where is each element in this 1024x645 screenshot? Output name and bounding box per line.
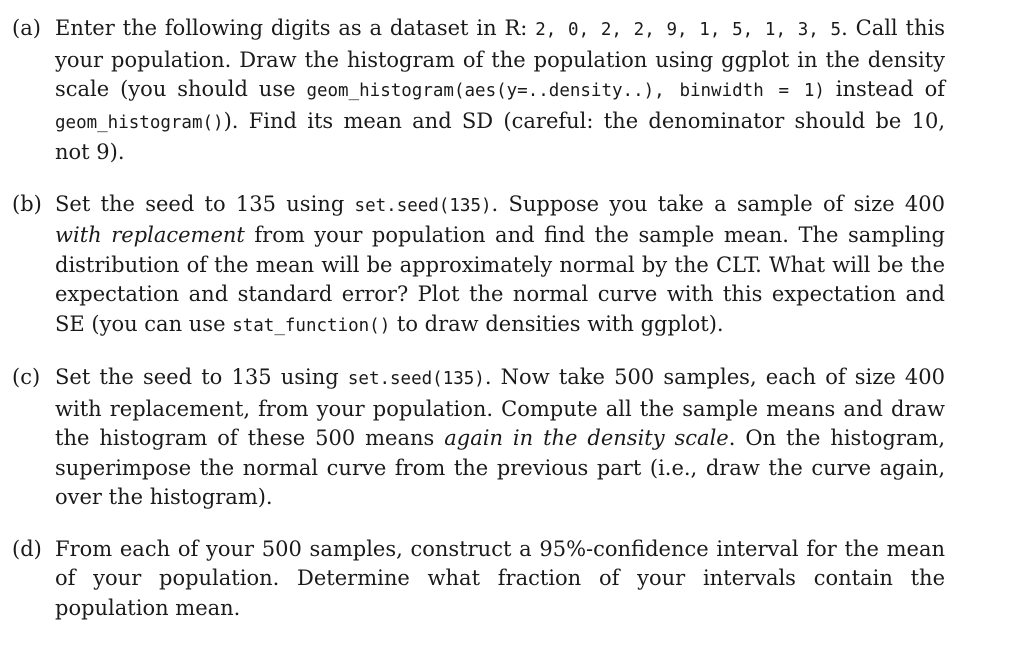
- text-segment: from your population and find the sample mean. The sampling distribution of the mean will be approximately normal by the CLT. What will be the expectation and standard error? Plot the normal curve with this expectation and SE (you can use: [55, 223, 945, 336]
- problem-a: [0, 14, 1024, 168]
- text-segment: From each of your 500 samples, construct a 95%-confidence interval for the mean of your population. Determine what fraction of your intervals contain the population mean.: [55, 536, 945, 620]
- text-segment: ). Find its mean and SD (careful: the denominator should be 10, not 9).: [55, 108, 945, 164]
- text-segment: Set the seed to 135 using: [55, 365, 348, 389]
- emphasis-segment: again in the density scale: [444, 426, 729, 450]
- problem-text: [55, 363, 945, 513]
- problem-b: [0, 190, 1024, 342]
- problem-c: [0, 363, 1024, 513]
- text-segment: . Call this your population. Draw the histogram of the population using ggplot in the density scale (you should use: [55, 16, 945, 101]
- text-segment: . On the histogram, superimpose the normal curve from the previous part (i.e., draw the curve again, over the histogram).: [55, 426, 946, 509]
- code-segment: set.seed(135): [354, 195, 492, 216]
- code-segment: geom_histogram(aes(y=..density..), binwidth = 1): [306, 81, 825, 101]
- text-segment: instead of: [824, 77, 945, 101]
- text-segment: . Suppose you take a sample of size 400: [491, 191, 946, 216]
- text-segment: Enter the following digits as a dataset in R:: [55, 16, 536, 40]
- problem-text: [55, 190, 945, 342]
- problem-d: [0, 535, 1024, 624]
- problem-label: (c): [12, 365, 41, 389]
- problem-list: [0, 14, 1024, 645]
- code-segment: geom_histogram(): [55, 112, 224, 133]
- problem-label: (b): [12, 191, 42, 216]
- problem-label: (d): [12, 536, 42, 561]
- emphasis-segment: with replacement: [55, 223, 245, 247]
- code-segment: stat_function(): [232, 315, 391, 336]
- code-segment: 2, 0, 2, 2, 9, 1, 5, 1, 3, 5: [535, 20, 842, 40]
- problem-label: (a): [12, 16, 41, 40]
- code-segment: set.seed(135): [347, 369, 485, 389]
- text-segment: . Now take 500 samples, each of size 400 with replacement, from your population. Compute all the sample means and draw the histogram of these 500 means: [55, 365, 946, 450]
- problem-text: [55, 14, 945, 168]
- text-segment: Set the seed to 135 using: [55, 191, 355, 216]
- problem-text: [55, 535, 945, 624]
- text-segment: to draw densities with ggplot).: [390, 311, 724, 336]
